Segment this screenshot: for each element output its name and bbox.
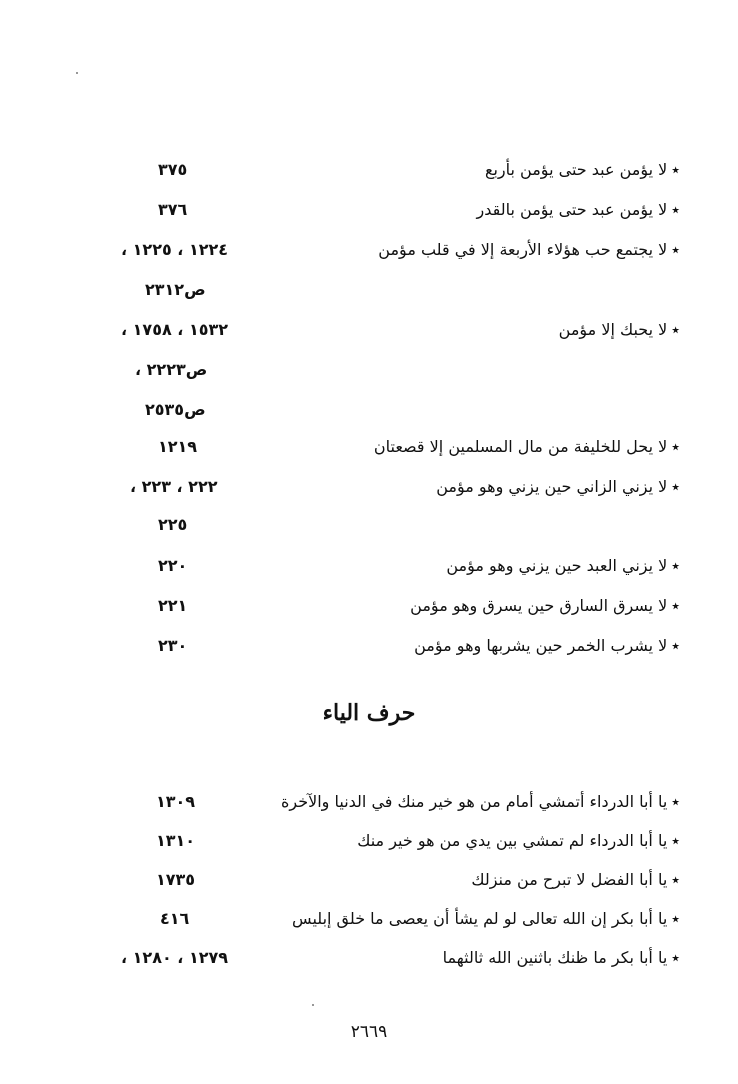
page-ref: ٢٢٠ [158, 556, 188, 575]
page-ref: ١٥٣٢ ، ١٧٥٨ ، [121, 320, 228, 339]
page-ref: ١٢٧٩ ، ١٢٨٠ ، [121, 948, 228, 967]
scan-speck [76, 72, 78, 74]
entry-text [471, 865, 680, 895]
asterisk-icon: ٭ [671, 160, 680, 179]
entry-label: لا يجتمع حب هؤلاء الأربعة إلا في قلب مؤمن [378, 240, 668, 259]
entry-text [559, 315, 680, 345]
entry-label: لا يحل للخليفة من مال المسلمين إلا قصعتان [373, 437, 668, 456]
page-ref: ١٣١٠ [156, 831, 196, 850]
asterisk-icon: ٭ [671, 831, 680, 850]
entry-text [436, 472, 680, 502]
asterisk-icon: ٭ [671, 240, 680, 259]
entry-label: لا يؤمن عبد حتى يؤمن بأربع [484, 160, 668, 179]
page-ref: ص٢٣١٢ [145, 280, 206, 299]
entry-text [477, 195, 680, 225]
page-ref: ١٢٢٤ ، ١٢٢٥ ، [121, 240, 228, 259]
page-ref: ٢٣٠ [158, 636, 188, 655]
page-ref: ٤١٦ [160, 909, 190, 928]
entry-text [443, 943, 680, 973]
entry-label: يا أبا بكر إن الله تعالى لو لم يشأ أن يعصى ما خلق إبليس [292, 909, 668, 928]
asterisk-icon: ٭ [671, 870, 680, 889]
asterisk-icon: ٭ [671, 556, 680, 575]
scan-speck [312, 1004, 314, 1006]
page-ref: ١٢١٩ [158, 437, 198, 456]
entry-text [378, 235, 680, 265]
asterisk-icon: ٭ [671, 636, 680, 655]
asterisk-icon: ٭ [671, 792, 680, 811]
entry-label: لا يحبك إلا مؤمن [558, 320, 668, 339]
page-ref: ٣٧٦ [158, 200, 188, 219]
asterisk-icon: ٭ [671, 200, 680, 219]
entry-label: لا يسرق السارق حين يسرق وهو مؤمن [410, 596, 668, 615]
page-number: ٢٦٦٩ [350, 1022, 388, 1042]
page-ref: ٢٢٢ ، ٢٢٣ ، [130, 477, 218, 496]
entry-text [374, 432, 680, 462]
asterisk-icon: ٭ [671, 437, 680, 456]
entry-label: يا أبا الفضل لا تبرح من منزلك [471, 870, 668, 889]
entry-label: لا يزني العبد حين يزني وهو مؤمن [446, 556, 668, 575]
page-ref: ٣٧٥ [158, 160, 188, 179]
entry-label: يا أبا بكر ما ظنك باثنين الله ثالثهما [442, 948, 668, 967]
page-ref: ١٣٠٩ [156, 792, 196, 811]
entry-text [414, 631, 680, 661]
asterisk-icon: ٭ [671, 909, 680, 928]
entry-label: يا أبا الدرداء أتمشي أمام من هو خير منك في الدنيا والآخرة [281, 792, 668, 811]
entry-text [292, 904, 680, 934]
page-ref: ٢٢٥ [158, 515, 188, 534]
asterisk-icon: ٭ [671, 320, 680, 339]
entry-label: لا يؤمن عبد حتى يؤمن بالقدر [476, 200, 668, 219]
entry-text [446, 551, 680, 581]
asterisk-icon: ٭ [671, 477, 680, 496]
entry-text [410, 591, 680, 621]
entry-text [357, 826, 680, 856]
entry-text [281, 787, 680, 817]
section-heading: حرف الياء [322, 700, 416, 726]
entry-label: يا أبا الدرداء لم تمشي بين يدي من هو خير منك [357, 831, 668, 850]
page-ref: ص٢٥٣٥ [145, 400, 206, 419]
entry-text [485, 155, 680, 185]
page-ref: ص٢٢٢٣ ، [135, 360, 208, 379]
page-ref: ١٧٣٥ [156, 870, 196, 889]
entry-label: لا يزني الزاني حين يزني وهو مؤمن [436, 477, 668, 496]
asterisk-icon: ٭ [671, 948, 680, 967]
page-ref: ٢٢١ [158, 596, 188, 615]
entry-label: لا يشرب الخمر حين يشربها وهو مؤمن [414, 636, 668, 655]
asterisk-icon: ٭ [671, 596, 680, 615]
